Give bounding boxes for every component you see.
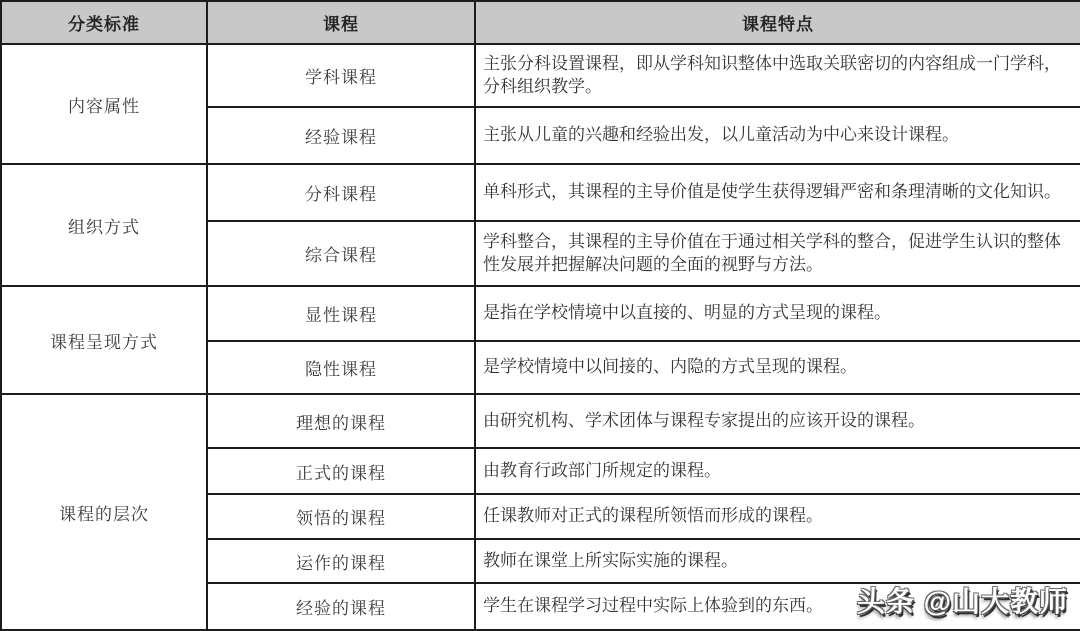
group-label-curriculum-levels: 课程的层次 [1, 394, 207, 630]
table-row [1, 44, 1080, 107]
feature-cell: 由研究机构、学术团体与课程专家提出的应该开设的课程。 [475, 394, 1080, 448]
course-cell: 领悟的课程 [207, 494, 475, 539]
header-cell-feature: 课程特点 [475, 1, 1080, 44]
course-cell: 综合课程 [207, 221, 475, 286]
course-cell: 经验的课程 [207, 583, 475, 630]
course-cell: 正式的课程 [207, 448, 475, 494]
table-header-row [1, 1, 1080, 44]
feature-cell: 单科形式，其课程的主导价值是使学生获得逻辑严密和条理清晰的文化知识。 [475, 164, 1080, 221]
group-label-presentation-method: 课程呈现方式 [1, 286, 207, 394]
course-cell: 理想的课程 [207, 394, 475, 448]
table-row [1, 164, 1080, 221]
course-cell: 分科课程 [207, 164, 475, 221]
header-cell-course: 课程 [207, 1, 475, 44]
group-label-content-attribute: 内容属性 [1, 44, 207, 164]
table-row [1, 394, 1080, 448]
table-row [1, 286, 1080, 341]
feature-cell: 主张从儿童的兴趣和经验出发，以儿童活动为中心来设计课程。 [475, 107, 1080, 164]
feature-cell: 任课教师对正式的课程所领悟而形成的课程。 [475, 494, 1080, 539]
feature-cell: 教师在课堂上所实际实施的课程。 [475, 539, 1080, 583]
course-cell: 学科课程 [207, 44, 475, 107]
feature-cell: 是学校情境中以间接的、内隐的方式呈现的课程。 [475, 341, 1080, 394]
course-cell: 经验课程 [207, 107, 475, 164]
course-cell: 显性课程 [207, 286, 475, 341]
feature-cell: 是指在学校情境中以直接的、明显的方式呈现的课程。 [475, 286, 1080, 341]
feature-cell: 学科整合，其课程的主导价值在于通过相关学科的整合，促进学生认识的整体性发展并把握解决问题的全面的视野与方法。 [475, 221, 1080, 286]
feature-cell: 学生在课程学习过程中实际上体验到的东西。 [475, 583, 1080, 630]
header-cell-classification: 分类标准 [1, 1, 207, 44]
course-cell: 隐性课程 [207, 341, 475, 394]
feature-cell: 主张分科设置课程，即从学科知识整体中选取关联密切的内容组成一门学科，分科组织教学。 [475, 44, 1080, 107]
group-label-organization-method: 组织方式 [1, 164, 207, 286]
toutiao-watermark: 头条 @山大教师 [856, 586, 1068, 617]
feature-cell: 由教育行政部门所规定的课程。 [475, 448, 1080, 494]
course-cell: 运作的课程 [207, 539, 475, 583]
